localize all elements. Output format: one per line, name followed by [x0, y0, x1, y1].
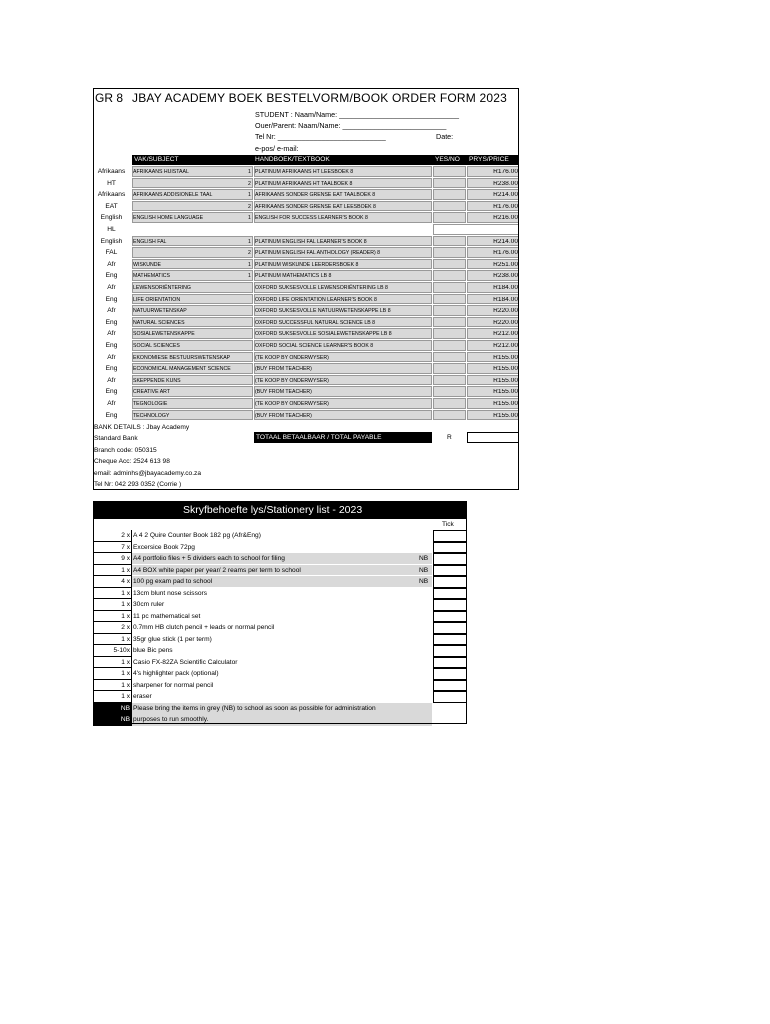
book-number: 2 — [248, 203, 251, 210]
language-label: Afrikaans — [97, 168, 126, 175]
language-label: Eng — [105, 365, 118, 373]
stationery-item: eraser — [133, 693, 152, 700]
textbook-title: PLATINUM AFRIKAANS HT TAALBOEK 8 — [255, 180, 353, 187]
price-value: R214.00 — [493, 192, 518, 199]
language-label: Afr — [107, 307, 116, 315]
stationery-item: 0.7mm HB clutch pencil + leads or normal pencil — [133, 624, 275, 631]
subject-name: TEGNOLOGIE — [133, 401, 168, 407]
textbook-title: (BUY FROM TEACHER) — [255, 412, 312, 419]
book-number: 1 — [248, 273, 251, 280]
subject-name: NATURAL SCIENCES — [133, 319, 185, 326]
subject-name: WISKUNDE — [133, 261, 161, 268]
book-number: 1 — [248, 238, 251, 245]
stationery-qty: 1 x — [121, 681, 130, 689]
language-label: Afr — [107, 260, 116, 268]
stationery-qty: 9 x — [121, 555, 130, 562]
stationery-qty: 1 x — [121, 693, 130, 700]
language-label: Afr — [107, 284, 116, 291]
textbook-title: PLATINUM AFRIKAANS HT LEESBOEK 8 — [255, 169, 354, 175]
stationery-item: blue Bic pens — [133, 647, 173, 654]
note-line: purposes to run smoothly. — [133, 716, 209, 723]
subject-name: NATUURWETENSKAP — [133, 308, 187, 315]
nb-marker: NB — [419, 566, 429, 574]
header-textbook: HANDBOEK/TEXTBOOK — [255, 156, 330, 163]
stationery-title: Skryfbehoefte lys/Stationery list - 2023 — [183, 504, 363, 516]
language-label: Eng — [105, 272, 118, 280]
subject-name: LIFE ORIENTATION — [133, 296, 181, 303]
language-label: HT — [107, 179, 116, 187]
total-label: TOTAAL BETAALBAAR / TOTAL PAYABLE — [256, 434, 382, 441]
language-label: Eng — [105, 388, 118, 396]
book-number: 1 — [248, 215, 251, 222]
price-value: R155.00 — [493, 377, 518, 384]
stationery-item: 35gr glue stick (1 per term) — [133, 635, 212, 643]
tel-field[interactable]: Tel Nr: ___________________________ — [255, 132, 386, 141]
price-value: R176.00 — [493, 169, 518, 175]
language-label: English — [100, 237, 123, 245]
order-form-border — [93, 88, 519, 490]
subject-name: CREATIVE ART — [133, 389, 170, 396]
textbook-title: (TE KOOP BY ONDERWYSER) — [255, 354, 329, 361]
tick-header: Tick — [442, 521, 454, 528]
book-number: 1 — [248, 192, 251, 199]
bank-detail-line: email: adminhs@jbayacademy.co.za — [94, 469, 201, 477]
textbook-title: OXFORD SUCCESSFUL NATURAL SCIENCE LB 8 — [255, 319, 376, 326]
price-value: R155.00 — [493, 389, 518, 396]
price-value: R176.00 — [493, 250, 518, 257]
book-number: 2 — [248, 250, 251, 257]
textbook-title: PLATINUM WISKUNDE LEERDERSBOEK 8 — [255, 261, 359, 268]
price-value: R216.00 — [493, 215, 518, 222]
nb-tag: NB — [120, 716, 130, 723]
stationery-item: 30cm ruler — [133, 601, 165, 608]
bank-detail-line: Branch code: 050315 — [94, 446, 157, 454]
stationery-qty: 4 x — [121, 578, 130, 585]
price-value: R238.00 — [493, 273, 518, 280]
stationery-item: A4 BOX white paper per year/ 2 reams per term to school — [133, 566, 301, 574]
book-number: 2 — [248, 180, 251, 187]
textbook-title: OXFORD SUKSESVOLLE SOSIALEWETENSKAPPE LB 8 — [255, 331, 392, 338]
subject-name: ENGLISH HOME LANGUAGE — [133, 215, 204, 222]
bank-detail-line: Standard Bank — [94, 435, 138, 443]
stationery-item: A 4 2 Quire Counter Book 182 pg (Afr&Eng) — [133, 532, 261, 539]
language-label: Afr — [107, 400, 116, 407]
subject-name: SKEPPENDE KUNS — [133, 377, 181, 384]
subject-name: TECHNOLOGY — [133, 412, 170, 419]
price-value: R212.00 — [493, 343, 518, 349]
bank-detail-line: Cheque Acc: 2524 613 98 — [94, 458, 170, 466]
header-yesno: YES/NO — [435, 156, 460, 163]
stationery-qty: 1 x — [121, 670, 130, 677]
subject-name: ENGLISH FAL — [133, 238, 167, 245]
language-label: Eng — [105, 295, 118, 303]
price-value: R155.00 — [493, 354, 518, 361]
stationery-qty: 1 x — [121, 566, 130, 574]
price-value: R155.00 — [493, 366, 518, 373]
stationery-item: 4's highlighter pack (optional) — [133, 670, 219, 677]
price-value: R220.00 — [493, 319, 518, 326]
book-number: 1 — [248, 261, 251, 268]
stationery-qty: 1 x — [121, 589, 130, 597]
subject-name: MATHEMATICS — [133, 273, 170, 280]
subject-name: SOCIAL SCIENCES — [133, 343, 180, 349]
total-currency: R — [447, 434, 452, 441]
subject-name: ECONOMICAL MANAGEMENT SCIENCE — [133, 366, 231, 373]
stationery-qty: 1 x — [121, 601, 130, 608]
subject-name: SOSIALEWETENSKAPPE — [133, 331, 195, 338]
date-field[interactable]: Date: — [436, 132, 454, 141]
stationery-qty: 7 x — [121, 543, 130, 551]
textbook-title: (BUY FROM TEACHER) — [255, 366, 312, 373]
textbook-title: (TE KOOP BY ONDERWYSER) — [255, 401, 329, 407]
textbook-title: ENGLISH FOR SUCCESS LEARNER'S BOOK 8 — [255, 215, 368, 222]
textbook-title: OXFORD SUKSESVOLLE NATUURWETENSKAPPE LB 8 — [255, 308, 391, 315]
stationery-item: 13cm blunt nose scissors — [133, 589, 208, 597]
subject-name: AFRIKAANS ADDISIONELE TAAL — [133, 192, 213, 199]
language-label: EAT — [105, 202, 118, 210]
price-value: R184.00 — [493, 285, 518, 291]
price-value: R155.00 — [493, 412, 518, 419]
stationery-qty: 1 x — [121, 635, 130, 643]
price-value: R251.00 — [493, 261, 518, 268]
stationery-border — [93, 501, 467, 724]
subject-name: AFRIKAANS HUISTAAL — [133, 169, 189, 175]
stationery-item: sharpener for normal pencil — [133, 681, 214, 689]
book-number: 1 — [248, 169, 251, 175]
header-price: PRYS/PRICE — [469, 156, 509, 163]
textbook-title: AFRIKAANS SONDER GRENSE EAT TAALBOEK 8 — [255, 192, 376, 199]
stationery-qty: 2 x — [121, 532, 130, 539]
textbook-title: AFRIKAANS SONDER GRENSE EAT LEESBOEK 8 — [255, 203, 376, 210]
email-field[interactable]: e-pos/ e-mail: — [255, 144, 299, 153]
subject-name: EKONOMIESE BESTUURSWETENSKAP — [133, 354, 231, 361]
nb-marker: NB — [419, 578, 429, 585]
grade-label: GR 8 — [95, 91, 124, 105]
bank-detail-line: BANK DETAILS : Jbay Academy — [94, 424, 190, 431]
stationery-qty: 1 x — [121, 612, 130, 620]
language-label: HL — [107, 226, 116, 233]
textbook-title: PLATINUM ENGLISH FAL LEARNER'S BOOK 8 — [255, 238, 367, 245]
subject-name: LEWENSORIËNTERING — [133, 285, 191, 291]
form-title: JBAY ACADEMY BOEK BESTELVORM/BOOK ORDER FORM 2023 — [132, 91, 508, 105]
stationery-item: 11 pc mathematical set — [133, 612, 201, 620]
price-value: R220.00 — [493, 308, 518, 315]
note-line: Please bring the items in grey (NB) to school as soon as possible for administration — [133, 704, 376, 712]
language-label: Afr — [107, 376, 116, 384]
language-label: Afr — [107, 353, 116, 361]
textbook-title: PLATINUM MATHEMATICS LB 8 — [255, 273, 332, 280]
nb-marker: NB — [419, 555, 429, 562]
language-label: FAL — [105, 249, 118, 257]
stationery-qty: 2 x — [121, 624, 130, 631]
textbook-title: OXFORD LIFE ORIENTATION LEARNER'S BOOK 8 — [255, 296, 377, 303]
textbook-title: PLATINUM ENGLISH FAL ANTHOLOGY (READER) 8 — [255, 250, 381, 257]
language-label: Afrikaans — [97, 191, 126, 199]
price-value: R238.00 — [493, 180, 518, 187]
header-subject: VAK/SUBJECT — [134, 156, 179, 163]
stationery-item: A4 portfolio files + 5 dividers each to school for filing — [133, 555, 285, 562]
student-name-field[interactable]: STUDENT : Naam/Name: ______________________________ — [255, 110, 460, 119]
price-value: R155.00 — [493, 401, 518, 407]
stationery-item: Excersice Book 72pg — [133, 543, 195, 551]
stationery-item: Casio FX-82ZA Scientific Calculator — [133, 658, 238, 666]
stationery-item: 100 pg exam pad to school — [133, 578, 213, 585]
textbook-title: OXFORD SOCIAL SCIENCE LEARNER'S BOOK 8 — [255, 343, 374, 349]
price-value: R176.00 — [493, 203, 518, 210]
language-label: Eng — [105, 342, 118, 349]
language-label: Afr — [107, 330, 116, 338]
textbook-title: (BUY FROM TEACHER) — [255, 389, 312, 396]
language-label: Eng — [105, 411, 118, 419]
stationery-qty: 5-10x — [113, 647, 130, 654]
price-value: R212.00 — [493, 331, 518, 338]
language-label: Eng — [105, 318, 118, 326]
textbook-title: OXFORD SUKSESVOLLE LEWENSORIËNTERING LB 8 — [255, 285, 388, 291]
nb-tag: NB — [120, 704, 130, 712]
parent-name-field[interactable]: Ouer/Parent: Naam/Name: __________________________ — [255, 121, 447, 130]
price-value: R214.00 — [493, 238, 518, 245]
price-value: R184.00 — [493, 296, 518, 303]
language-label: English — [100, 214, 123, 222]
textbook-title: (TE KOOP BY ONDERWYSER) — [255, 377, 329, 384]
stationery-qty: 1 x — [121, 658, 130, 666]
bank-detail-line: Tel Nr: 042 293 0352 (Corrie ) — [94, 481, 182, 488]
